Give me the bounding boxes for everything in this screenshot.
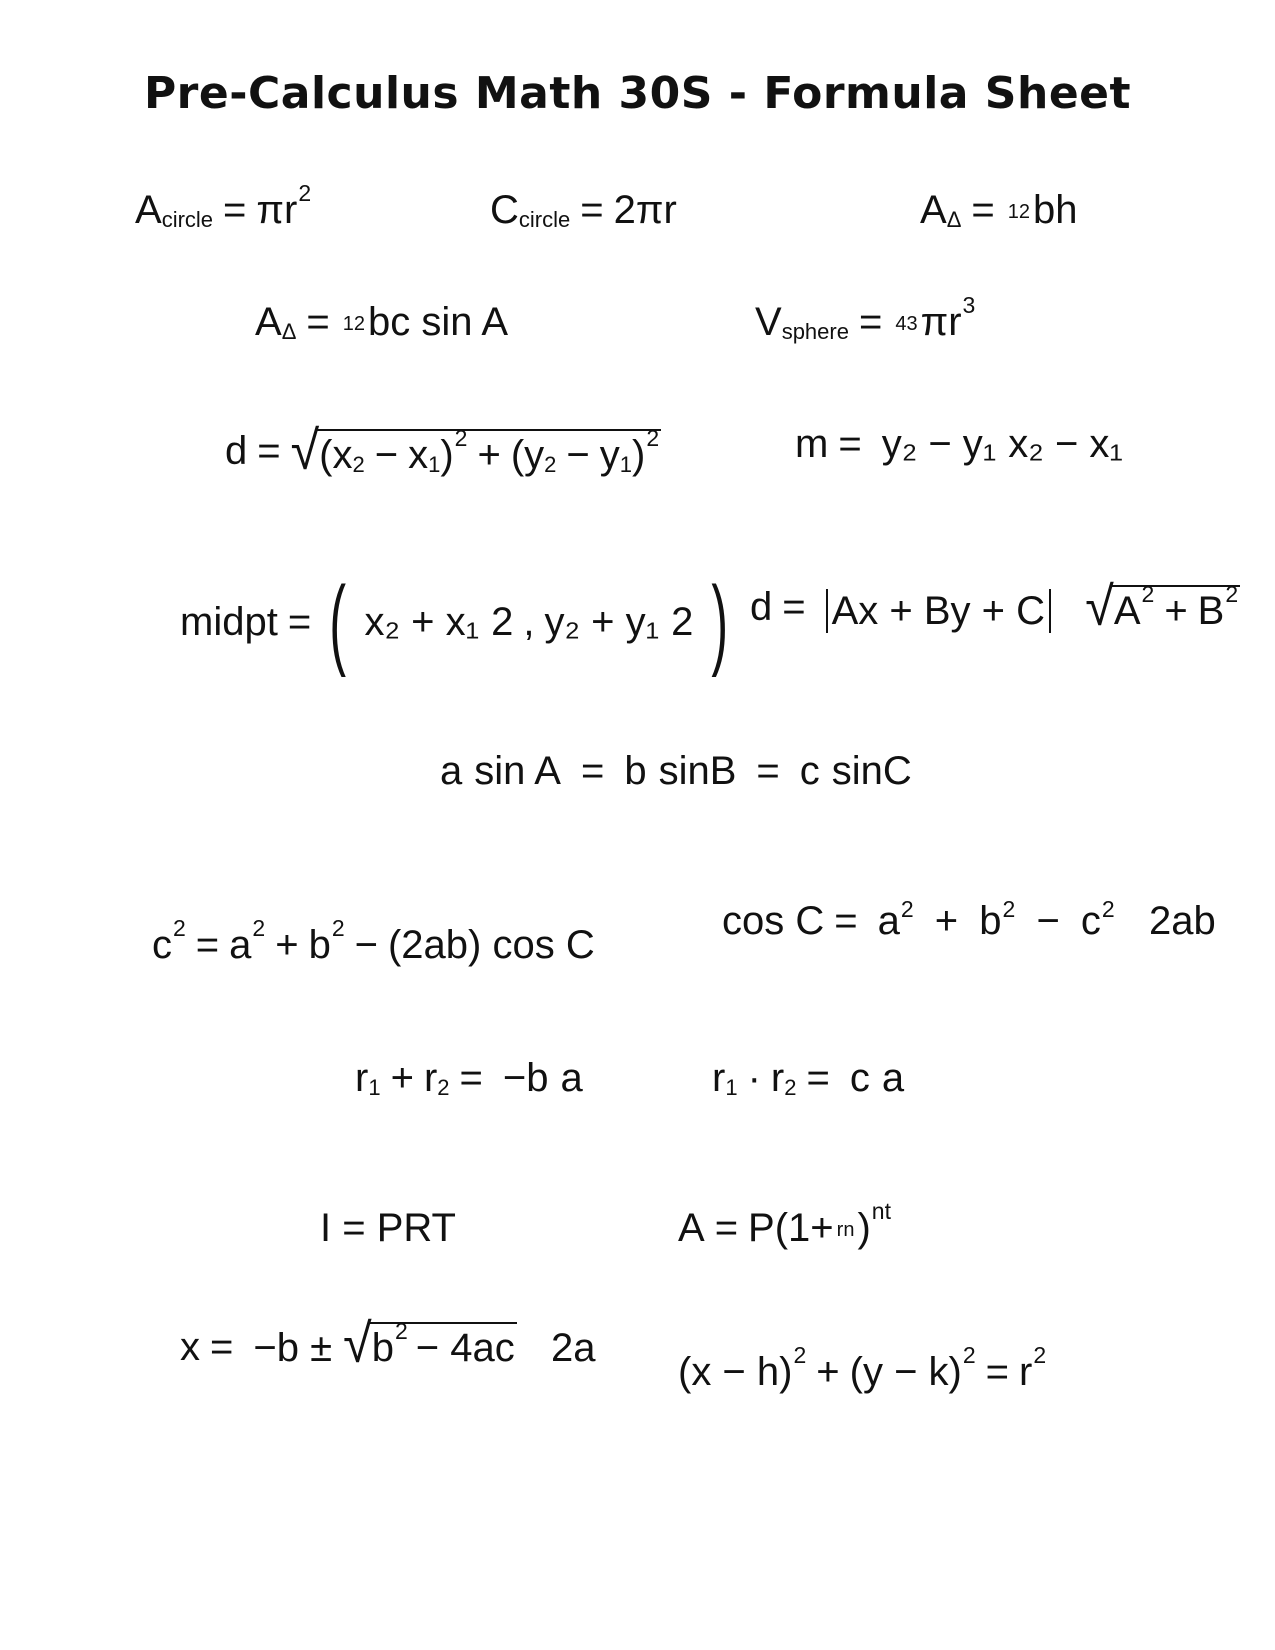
formula-circle-equation: (x − h) 2 + (y − k) 2 = r 2	[678, 1341, 1047, 1394]
formula-area-triangle-sin: A Δ = 12 bc sin A	[255, 300, 509, 344]
formula-midpoint: midpt = ( x₂ + x₁ 2 , y₂ + y₁ 2 )	[180, 566, 729, 678]
formula-area-circle: A circle = π r 2	[135, 179, 312, 232]
formula-sum-of-roots: r 1 + r 2 = −b a	[355, 1056, 583, 1100]
formula-cosine-law-solved: cos C = a2 + b2 − c2 2ab	[722, 896, 1216, 943]
formula-circumference: C circle = 2πr	[490, 188, 677, 232]
page-title: Pre-Calculus Math 30S - Formula Sheet	[143, 68, 1132, 119]
formula-point-line-distance: d = Ax + By + C √ A 2 + B 2	[750, 576, 1239, 638]
formula-quadratic: x = −b ± √ b 2 − 4ac 2a	[180, 1313, 596, 1375]
formula-area-triangle-bh: A Δ = 12 bh	[920, 188, 1078, 232]
formula-sine-law: a sin A = b sinB = c sinC	[440, 749, 912, 793]
formula-distance: d = √ ( x 2 − x 1 ) 2 + ( y 2 − y 1 ) 2	[225, 420, 660, 482]
formula-simple-interest: I = PRT	[320, 1206, 456, 1250]
formula-product-of-roots: r 1 · r 2 = c a	[712, 1056, 905, 1100]
formula-volume-sphere: V sphere = 43 π r 3	[755, 291, 976, 344]
formula-cosine-law: c 2 = a 2 + b 2 − (2ab) cos C	[152, 914, 595, 967]
formula-slope: m = y₂ − y₁ x₂ − x₁	[795, 422, 1123, 466]
formula-compound-interest: A = P(1+ rn ) nt	[678, 1197, 891, 1250]
